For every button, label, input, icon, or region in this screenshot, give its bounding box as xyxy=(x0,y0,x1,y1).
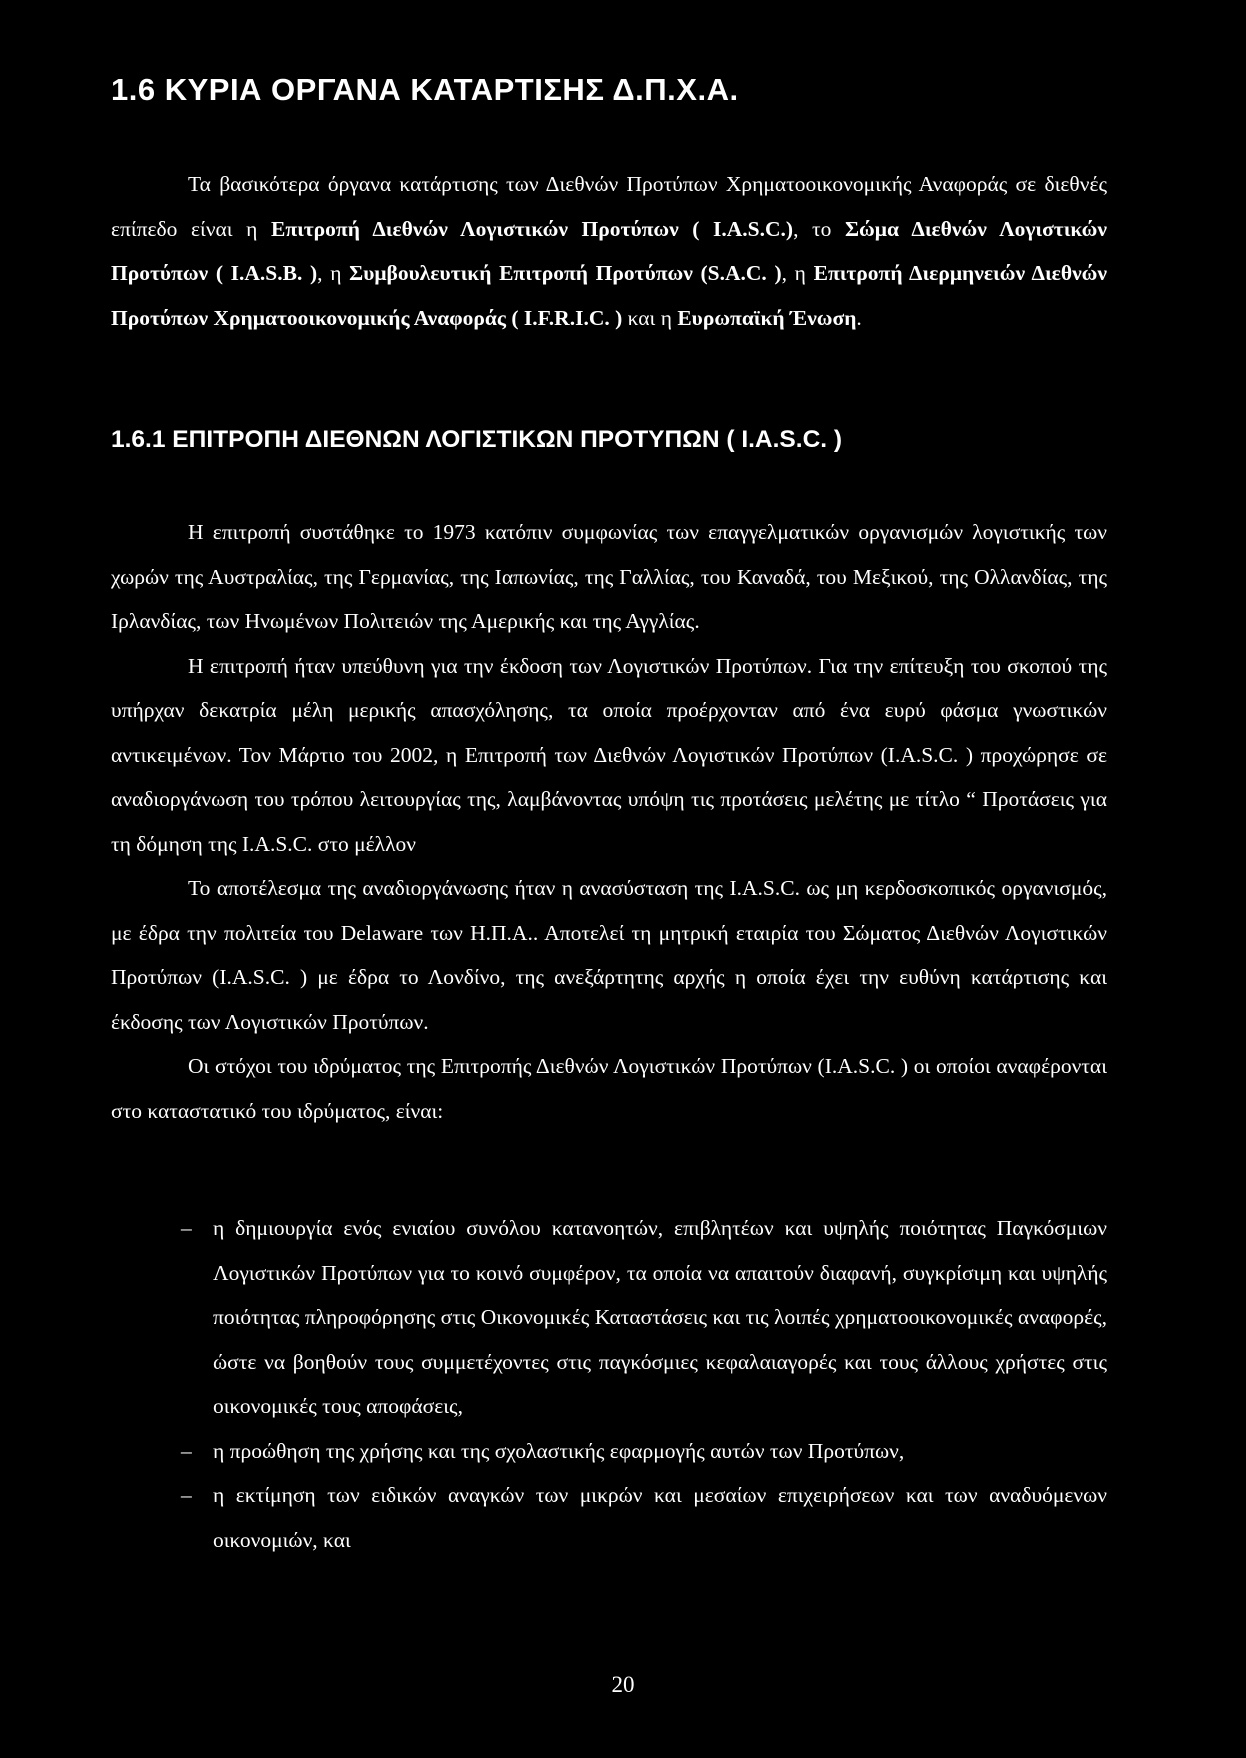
intro-text-c: , η xyxy=(317,261,350,285)
eu-term: Ευρωπαϊκή Ένωση xyxy=(677,305,857,330)
dash-bullet-icon: – xyxy=(181,1216,192,1240)
intro-block xyxy=(111,162,1107,340)
subsection-heading: 1.6.1 ΕΠΙΤΡΟΠΗ ΔΙΕΘΝΩΝ ΛΟΓΙΣΤΙΚΩΝ ΠΡΟΤΥΠΩΝ ( I.A.S.C. ) xyxy=(111,426,843,453)
dash-bullet-icon: – xyxy=(181,1438,192,1463)
list-item-text: η δημιουργία ενός ενιαίου συνόλου κατανοητών, επιβλητέων και υψηλής ποιότητας Παγκόσμιων Λογιστικών Προτύπων για το κοινό συμφέρον, τα οποία να απαιτούν διαφανή, συγκρίσιμη και υψηλής ποιότητας πληροφόρησης στις Οικονομικές Καταστάσεις και τις λοιπές χρηματοοικονομικές αναφορές, ώστε να βοηθούν τους συμμετέχοντες στις παγκόσμιες κεφαλαιαγορές και τους άλλους χρήστες στις οικονομικές τους αποφάσεις, xyxy=(213,1216,1107,1418)
intro-text-a: Τα βασικότερα όργανα κατάρτισης των Διεθνών Προτύπων Χρηματοοικονομικής Αναφοράς σε διεθνές επίπεδο είναι η xyxy=(111,172,1107,241)
list-item xyxy=(181,1473,1107,1562)
list-item-text: η προώθηση της χρήσης και της σχολαστικής εφαρμογής αυτών των Προτύπων, xyxy=(213,1438,905,1463)
page-number: 20 xyxy=(611,1672,635,1697)
body-block xyxy=(111,510,1107,1133)
dash-bullet-icon: – xyxy=(181,1483,192,1507)
body-paragraph-3: Το αποτέλεσμα της αναδιοργάνωσης ήταν η ανασύσταση της I.A.S.C. ως μη κερδοσκοπικός οργανισμός, με έδρα την πολιτεία του Delaware των Η.Π.Α.. Αποτελεί τη μητρική εταιρία του Σώματος Διεθνών Λογιστικών Προτύπων (I.A.S.C. ) με έδρα το Λονδίνο, της ανεξάρτητης αρχής η οποία έχει την ευθύνη κατάρτισης και έκδοσης των Λογιστικών Προτύπων. xyxy=(111,876,1107,1034)
list-item-text: η εκτίμηση των ειδικών αναγκών των μικρών και μεσαίων επιχειρήσεων και των αναδυόμενων οικονομιών, και xyxy=(213,1483,1107,1552)
intro-paragraph xyxy=(111,162,1107,340)
body-paragraph-1: Η επιτροπή συστάθηκε το 1973 κατόπιν συμφωνίας των επαγγελματικών οργανισμών λογιστικής των χωρών της Αυστραλίας, της Γερμανίας, της Ιαπωνίας, της Γαλλίας, του Καναδά, του Μεξικού, της Ολλανδίας, της Ιρλανδίας, των Ηνωμένων Πολιτειών της Αμερικής και της Αγγλίας. xyxy=(111,520,1107,633)
intro-text-e: και η xyxy=(622,305,678,330)
ifric-term: Επιτροπή Διερμηνειών Διεθνών Προτύπων Χρηματοοικονομικής Αναφοράς ( I.F.R.I.C. ) xyxy=(111,261,1108,330)
body-paragraph-4: Οι στόχοι του ιδρύματος της Επιτροπής Διεθνών Λογιστικών Προτύπων (I.A.S.C. ) οι οποίοι αναφέρονται στο καταστατικό του ιδρύματος, είναι: xyxy=(111,1054,1107,1123)
intro-text-f: . xyxy=(856,305,862,330)
list-item xyxy=(181,1206,1107,1429)
list-item xyxy=(181,1429,1107,1474)
body-paragraph-2: Η επιτροπή ήταν υπεύθυνη για την έκδοση των Λογιστικών Προτύπων. Για την επίτευξη του σκοπού της υπήρχαν δεκατρία μέλη μερικής απασχόλησης, τα οποία προέρχονταν από ένα ευρύ φάσμα γνωστικών αντικειμένων. Τον Μάρτιο του 2002, η Επιτροπή των Διεθνών Λογιστικών Προτύπων (I.A.S.C. ) προχώρησε σε αναδιοργάνωση του τρόπου λειτουργίας της, λαμβάνοντας υπόψη τις προτάσεις μελέτης με τίτλο “ Προτάσεις για τη δόμηση της I.A.S.C. στο μέλλον xyxy=(111,653,1107,856)
sac-term: Συμβουλευτική Επιτροπή Προτύπων (S.A.C. ) xyxy=(349,261,782,285)
intro-text-b: , το xyxy=(793,216,845,241)
iasb-term: Σώμα Διεθνών Λογιστικών Προτύπων ( I.A.S.B. ) xyxy=(111,216,1107,285)
section-heading: 1.6 ΚΥΡΙΑ ΟΡΓΑΝΑ ΚΑΤΑΡΤΙΣΗΣ Δ.Π.Χ.Α. xyxy=(111,72,739,107)
objectives-list xyxy=(181,1206,1107,1562)
intro-text-d: , η xyxy=(781,261,814,285)
iasc-term: Επιτροπή Διεθνών Λογιστικών Προτύπων ( I.A.S.C.) xyxy=(270,216,794,241)
